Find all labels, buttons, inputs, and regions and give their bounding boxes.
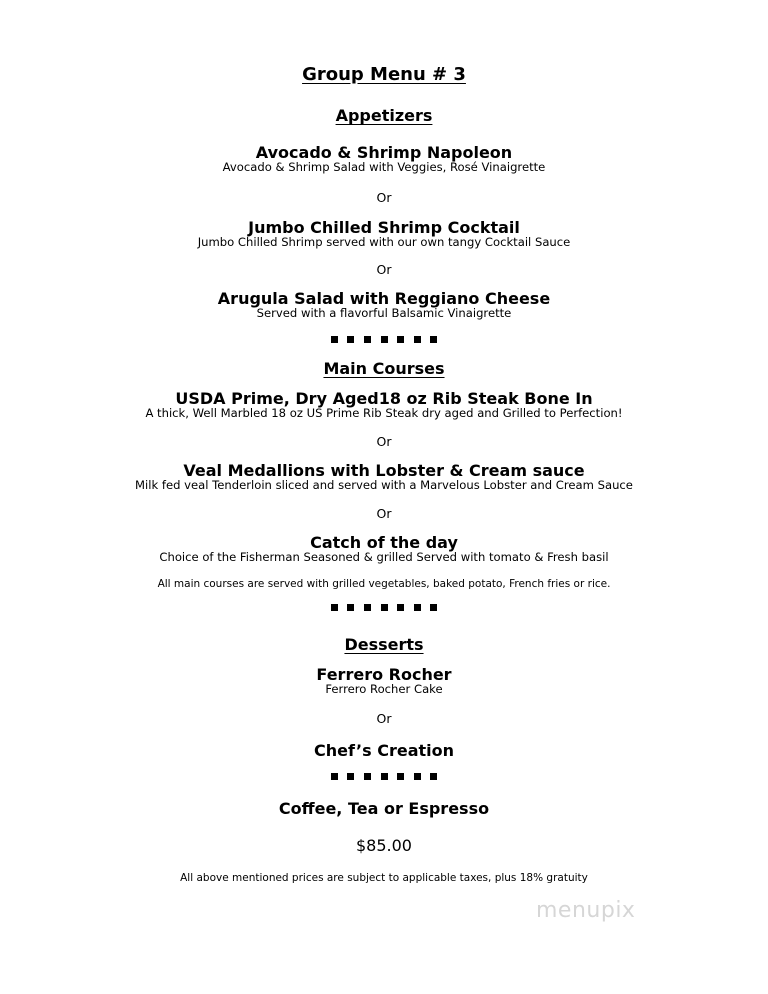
- menu-item-description: Jumbo Chilled Shrimp served with our own tangy Cocktail Sauce: [197, 235, 571, 249]
- footer-note: All above mentioned prices are subject to applicable taxes, plus 18% gratuity: [180, 872, 588, 884]
- divider-square-icon: [347, 604, 354, 611]
- divider-square-icon: [397, 336, 404, 343]
- menu-item-name: Catch of the day: [310, 533, 458, 552]
- section-divider: [0, 773, 768, 780]
- section-heading-appetizers: Appetizers: [335, 106, 433, 125]
- or-separator: Or: [376, 262, 392, 277]
- divider-square-icon: [414, 336, 421, 343]
- menu-item-name: Arugula Salad with Reggiano Cheese: [217, 289, 551, 308]
- divider-square-icon: [364, 336, 371, 343]
- divider-square-icon: [430, 604, 437, 611]
- divider-square-icon: [430, 336, 437, 343]
- divider-square-icon: [381, 336, 388, 343]
- divider-square-icon: [430, 773, 437, 780]
- divider-square-icon: [414, 604, 421, 611]
- or-separator: Or: [376, 190, 392, 205]
- menu-price: $85.00: [356, 836, 412, 855]
- beverages-line: Coffee, Tea or Espresso: [278, 799, 490, 818]
- or-separator: Or: [376, 434, 392, 449]
- divider-square-icon: [381, 604, 388, 611]
- menu-title: Group Menu # 3: [302, 64, 466, 85]
- menu-item-description: Avocado & Shrimp Salad with Veggies, Rosé Vinaigrette: [222, 160, 546, 174]
- section-heading-desserts: Desserts: [344, 635, 424, 654]
- divider-square-icon: [364, 773, 371, 780]
- divider-square-icon: [414, 773, 421, 780]
- menu-item-name: Veal Medallions with Lobster & Cream sauce: [183, 461, 585, 480]
- divider-square-icon: [331, 604, 338, 611]
- divider-square-icon: [347, 773, 354, 780]
- divider-square-icon: [397, 604, 404, 611]
- menu-item-description: Milk fed veal Tenderloin sliced and served with a Marvelous Lobster and Cream Sauce: [135, 478, 633, 492]
- section-divider: [0, 604, 768, 611]
- menu-item-name: Jumbo Chilled Shrimp Cocktail: [248, 218, 520, 237]
- menupix-watermark: menupix: [536, 898, 636, 923]
- menu-item-description: Choice of the Fisherman Seasoned & grilled Served with tomato & Fresh basil: [159, 550, 609, 564]
- divider-square-icon: [331, 336, 338, 343]
- menu-item-description: A thick, Well Marbled 18 oz US Prime Rib Steak dry aged and Grilled to Perfection!: [145, 406, 623, 420]
- or-separator: Or: [376, 506, 392, 521]
- or-separator: Or: [376, 711, 392, 726]
- divider-square-icon: [331, 773, 338, 780]
- menu-item-description: Ferrero Rocher Cake: [325, 682, 443, 696]
- menu-item-name: Chef’s Creation: [313, 741, 454, 760]
- section-divider: [0, 336, 768, 343]
- menu-item-description: Served with a flavorful Balsamic Vinaigrette: [256, 306, 512, 320]
- menu-item-name: Avocado & Shrimp Napoleon: [255, 143, 513, 162]
- divider-square-icon: [364, 604, 371, 611]
- menu-item-name: USDA Prime, Dry Aged18 oz Rib Steak Bone In: [175, 389, 593, 408]
- divider-square-icon: [397, 773, 404, 780]
- divider-square-icon: [381, 773, 388, 780]
- main-courses-note: All main courses are served with grilled vegetables, baked potato, French fries or rice.: [157, 578, 611, 590]
- divider-square-icon: [347, 336, 354, 343]
- section-heading-main-courses: Main Courses: [323, 359, 445, 378]
- menu-item-name: Ferrero Rocher: [316, 665, 452, 684]
